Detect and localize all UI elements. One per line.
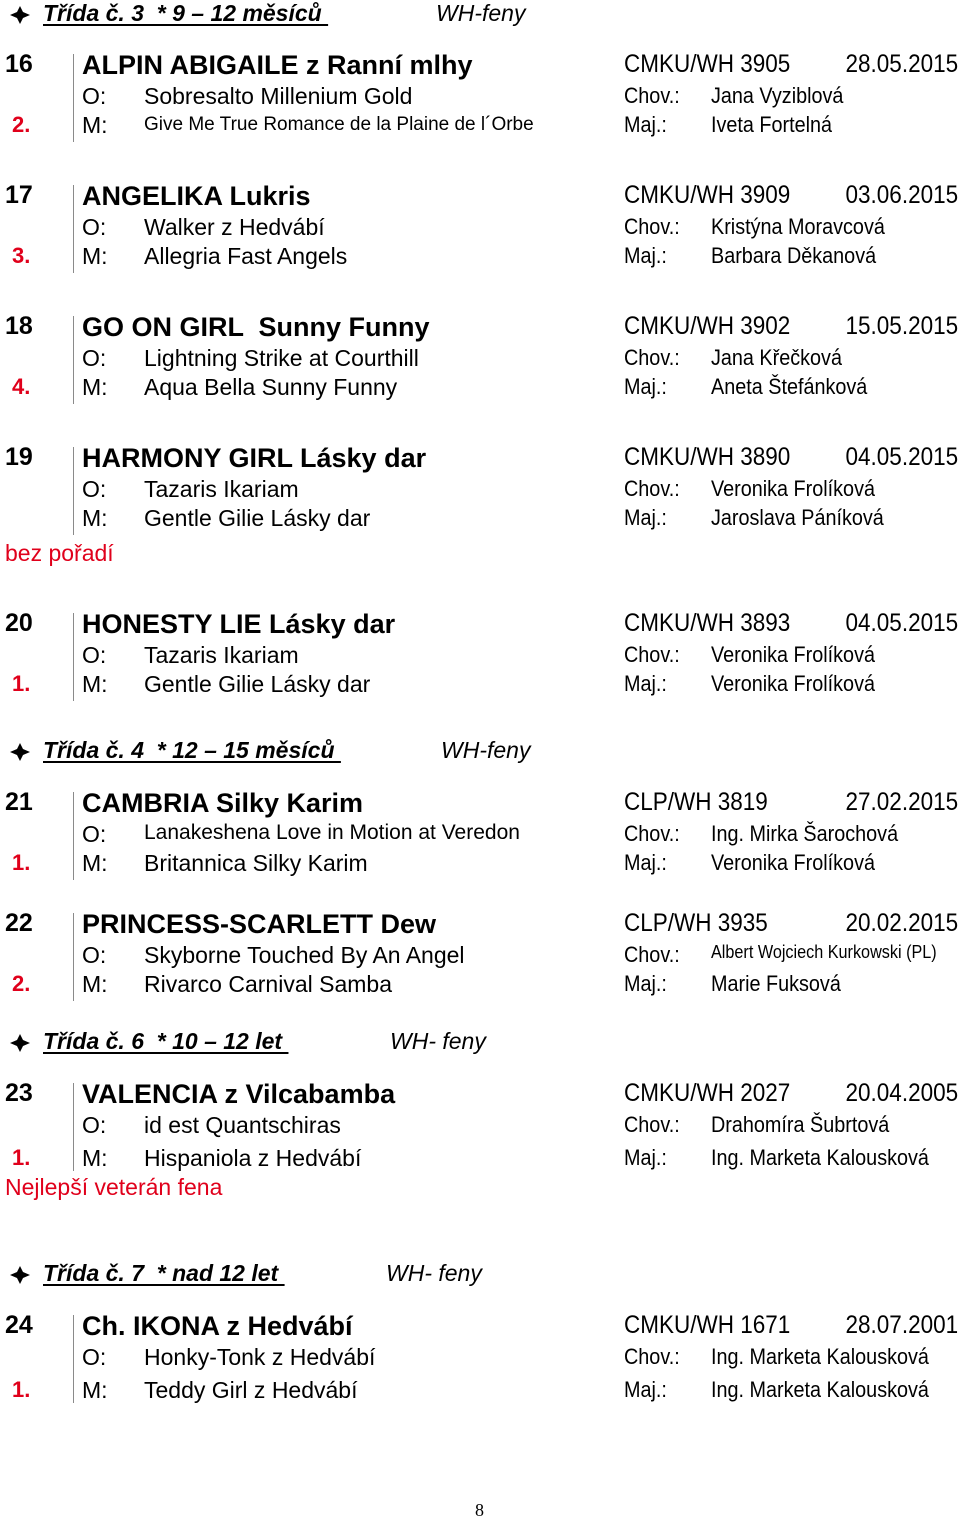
entry-number: 21 bbox=[5, 788, 33, 816]
breeder-label: Chov.: bbox=[624, 942, 680, 967]
divider bbox=[73, 54, 74, 142]
no-placing-note: bez pořadí bbox=[5, 540, 114, 566]
sire-name: Lanakeshena Love in Motion at Veredon bbox=[144, 821, 520, 844]
dam-prefix: M: bbox=[82, 374, 108, 400]
dam-prefix: M: bbox=[82, 971, 108, 997]
placing: 1. bbox=[12, 850, 31, 875]
owner-label: Maj.: bbox=[624, 112, 667, 137]
entry-number: 19 bbox=[5, 443, 33, 471]
sire-name: id est Quantschiras bbox=[144, 1112, 341, 1138]
page-number: 8 bbox=[475, 1500, 484, 1520]
registration: CMKU/WH 3905 bbox=[624, 50, 791, 78]
entry-number: 18 bbox=[5, 312, 33, 340]
sire-name: Tazaris Ikariam bbox=[144, 642, 299, 668]
placing: 2. bbox=[12, 971, 31, 996]
placing: 1. bbox=[12, 671, 31, 696]
divider bbox=[73, 447, 74, 535]
dam-prefix: M: bbox=[82, 112, 108, 138]
sire-name: Walker z Hedvábí bbox=[144, 214, 325, 240]
birth-date: 20.02.2015 bbox=[845, 909, 958, 937]
dog-name: Ch. IKONA z Hedvábí bbox=[82, 1311, 353, 1341]
owner-name: Ing. Marketa Kalousková bbox=[711, 1377, 929, 1402]
dog-name: ANGELIKA Lukris bbox=[82, 181, 311, 211]
placing: 2. bbox=[12, 112, 31, 137]
sire-name: Skyborne Touched By An Angel bbox=[144, 942, 465, 968]
registration: CMKU/WH 3902 bbox=[624, 312, 791, 340]
breeder-name: Jana Vyziblová bbox=[711, 83, 844, 108]
breeder-name: Ing. Marketa Kalousková bbox=[711, 1344, 929, 1369]
dog-name: VALENCIA z Vilcabamba bbox=[82, 1079, 396, 1109]
dam-name: Rivarco Carnival Samba bbox=[144, 971, 392, 997]
breeder-label: Chov.: bbox=[624, 642, 680, 667]
dog-name: HONESTY LIE Lásky dar bbox=[82, 609, 396, 639]
birth-date: 20.04.2005 bbox=[845, 1079, 958, 1107]
diamond-bullet-icon bbox=[10, 743, 30, 761]
dog-name: PRINCESS-SCARLETT Dew bbox=[82, 909, 437, 939]
owner-label: Maj.: bbox=[624, 374, 667, 399]
birth-date: 04.05.2015 bbox=[845, 443, 958, 471]
diamond-bullet-icon bbox=[10, 1266, 30, 1284]
dam-name: Hispaniola z Hedvábí bbox=[144, 1145, 362, 1171]
dam-name: Allegria Fast Angels bbox=[144, 243, 348, 269]
dam-name: Gentle Gilie Lásky dar bbox=[144, 671, 371, 697]
sire-prefix: O: bbox=[82, 83, 107, 109]
best-veteran-note: Nejlepší veterán fena bbox=[5, 1174, 223, 1200]
breeder-label: Chov.: bbox=[624, 345, 680, 370]
owner-name: Jaroslava Páníková bbox=[711, 505, 884, 530]
sire-name: Sobresalto Millenium Gold bbox=[144, 83, 413, 109]
sire-prefix: O: bbox=[82, 821, 107, 847]
entry-23 bbox=[0, 1079, 960, 1175]
breeder-name: Veronika Frolíková bbox=[711, 476, 875, 501]
owner-name: Ing. Marketa Kalousková bbox=[711, 1145, 929, 1170]
owner-label: Maj.: bbox=[624, 1145, 667, 1170]
entry-number: 24 bbox=[5, 1311, 33, 1339]
owner-name: Iveta Fortelná bbox=[711, 112, 833, 137]
dam-prefix: M: bbox=[82, 850, 108, 876]
dam-prefix: M: bbox=[82, 505, 108, 531]
placing: 1. bbox=[12, 1377, 31, 1402]
dam-prefix: M: bbox=[82, 1377, 108, 1403]
divider bbox=[73, 792, 74, 880]
owner-label: Maj.: bbox=[624, 971, 667, 996]
dog-name: HARMONY GIRL Lásky dar bbox=[82, 443, 427, 473]
breeder-label: Chov.: bbox=[624, 1112, 680, 1137]
dam-name: Teddy Girl z Hedvábí bbox=[144, 1377, 358, 1403]
dam-name: Aqua Bella Sunny Funny bbox=[144, 374, 398, 400]
entry-17 bbox=[0, 181, 960, 277]
breeder-label: Chov.: bbox=[624, 1344, 680, 1369]
owner-name: Veronika Frolíková bbox=[711, 850, 875, 875]
owner-name: Aneta Štefánková bbox=[711, 374, 868, 399]
birth-date: 28.05.2015 bbox=[845, 50, 958, 78]
entry-18 bbox=[0, 312, 960, 408]
registration: CMKU/WH 3909 bbox=[624, 181, 791, 209]
dam-name: Britannica Silky Karim bbox=[144, 850, 368, 876]
divider bbox=[73, 316, 74, 404]
sire-prefix: O: bbox=[82, 942, 107, 968]
registration: CMKU/WH 2027 bbox=[624, 1079, 791, 1107]
sire-prefix: O: bbox=[82, 1112, 107, 1138]
divider bbox=[73, 913, 74, 1001]
owner-name: Barbara Děkanová bbox=[711, 243, 877, 268]
entry-24 bbox=[0, 1311, 960, 1407]
breeder-label: Chov.: bbox=[624, 821, 680, 846]
divider bbox=[73, 185, 74, 273]
registration: CMKU/WH 3893 bbox=[624, 609, 791, 637]
dog-name: GO ON GIRL Sunny Funny bbox=[82, 312, 430, 342]
dog-name: CAMBRIA Silky Karim bbox=[82, 788, 364, 818]
owner-label: Maj.: bbox=[624, 671, 667, 696]
registration: CMKU/WH 3890 bbox=[624, 443, 791, 471]
class-type: WH- feny bbox=[390, 1028, 486, 1054]
entry-20 bbox=[0, 609, 960, 705]
class-type: WH-feny bbox=[436, 0, 526, 26]
owner-label: Maj.: bbox=[624, 1377, 667, 1402]
diamond-bullet-icon bbox=[10, 6, 30, 24]
entry-19 bbox=[0, 443, 960, 539]
dam-prefix: M: bbox=[82, 1145, 108, 1171]
birth-date: 28.07.2001 bbox=[845, 1311, 958, 1339]
class-title: Třída č. 3 * 9 – 12 měsíců bbox=[43, 0, 329, 26]
class-heading-6 bbox=[8, 1028, 948, 1058]
dam-prefix: M: bbox=[82, 243, 108, 269]
class-title: Třída č. 4 * 12 – 15 měsíců bbox=[43, 737, 341, 763]
dam-prefix: M: bbox=[82, 671, 108, 697]
class-heading-4 bbox=[8, 737, 948, 767]
class-title: Třída č. 6 * 10 – 12 let bbox=[43, 1028, 289, 1054]
breeder-name: Kristýna Moravcová bbox=[711, 214, 885, 239]
class-type: WH- feny bbox=[386, 1260, 482, 1286]
diamond-bullet-icon bbox=[10, 1034, 30, 1052]
dog-name: ALPIN ABIGAILE z Ranní mlhy bbox=[82, 50, 473, 80]
entry-number: 23 bbox=[5, 1079, 33, 1107]
breeder-name: Drahomíra Šubrtová bbox=[711, 1112, 890, 1137]
registration: CMKU/WH 1671 bbox=[624, 1311, 791, 1339]
class-type: WH-feny bbox=[441, 737, 531, 763]
owner-label: Maj.: bbox=[624, 243, 667, 268]
breeder-label: Chov.: bbox=[624, 476, 680, 501]
birth-date: 03.06.2015 bbox=[845, 181, 958, 209]
owner-name: Veronika Frolíková bbox=[711, 671, 875, 696]
sire-prefix: O: bbox=[82, 214, 107, 240]
breeder-name: Albert Wojciech Kurkowski (PL) bbox=[711, 942, 937, 962]
sire-prefix: O: bbox=[82, 1344, 107, 1370]
placing: 1. bbox=[12, 1145, 31, 1170]
entry-number: 16 bbox=[5, 50, 33, 78]
entry-number: 22 bbox=[5, 909, 33, 937]
breeder-name: Jana Křečková bbox=[711, 345, 842, 370]
owner-label: Maj.: bbox=[624, 505, 667, 530]
divider bbox=[73, 1315, 74, 1403]
placing: 3. bbox=[12, 243, 31, 268]
sire-name: Tazaris Ikariam bbox=[144, 476, 299, 502]
registration: CLP/WH 3935 bbox=[624, 909, 768, 937]
breeder-name: Veronika Frolíková bbox=[711, 642, 875, 667]
divider bbox=[73, 613, 74, 701]
sire-name: Lightning Strike at Courthill bbox=[144, 345, 419, 371]
breeder-label: Chov.: bbox=[624, 83, 680, 108]
entry-number: 20 bbox=[5, 609, 33, 637]
sire-prefix: O: bbox=[82, 345, 107, 371]
entry-number: 17 bbox=[5, 181, 33, 209]
divider bbox=[73, 1083, 74, 1171]
sire-name: Honky-Tonk z Hedvábí bbox=[144, 1344, 376, 1370]
registration: CLP/WH 3819 bbox=[624, 788, 768, 816]
dam-name: Give Me True Romance de la Plaine de l´Orbe bbox=[144, 114, 534, 135]
entry-21 bbox=[0, 788, 960, 884]
sire-prefix: O: bbox=[82, 642, 107, 668]
entry-16 bbox=[0, 50, 960, 146]
owner-name: Marie Fuksová bbox=[711, 971, 841, 996]
owner-label: Maj.: bbox=[624, 850, 667, 875]
class-title: Třída č. 7 * nad 12 let bbox=[43, 1260, 285, 1286]
breeder-label: Chov.: bbox=[624, 214, 680, 239]
breeder-name: Ing. Mirka Šarochová bbox=[711, 821, 899, 846]
sire-prefix: O: bbox=[82, 476, 107, 502]
dam-name: Gentle Gilie Lásky dar bbox=[144, 505, 371, 531]
birth-date: 15.05.2015 bbox=[845, 312, 958, 340]
birth-date: 27.02.2015 bbox=[845, 788, 958, 816]
class-heading-7 bbox=[8, 1260, 948, 1290]
placing: 4. bbox=[12, 374, 31, 399]
entry-22 bbox=[0, 909, 960, 1005]
class-heading-3 bbox=[8, 0, 948, 30]
birth-date: 04.05.2015 bbox=[845, 609, 958, 637]
